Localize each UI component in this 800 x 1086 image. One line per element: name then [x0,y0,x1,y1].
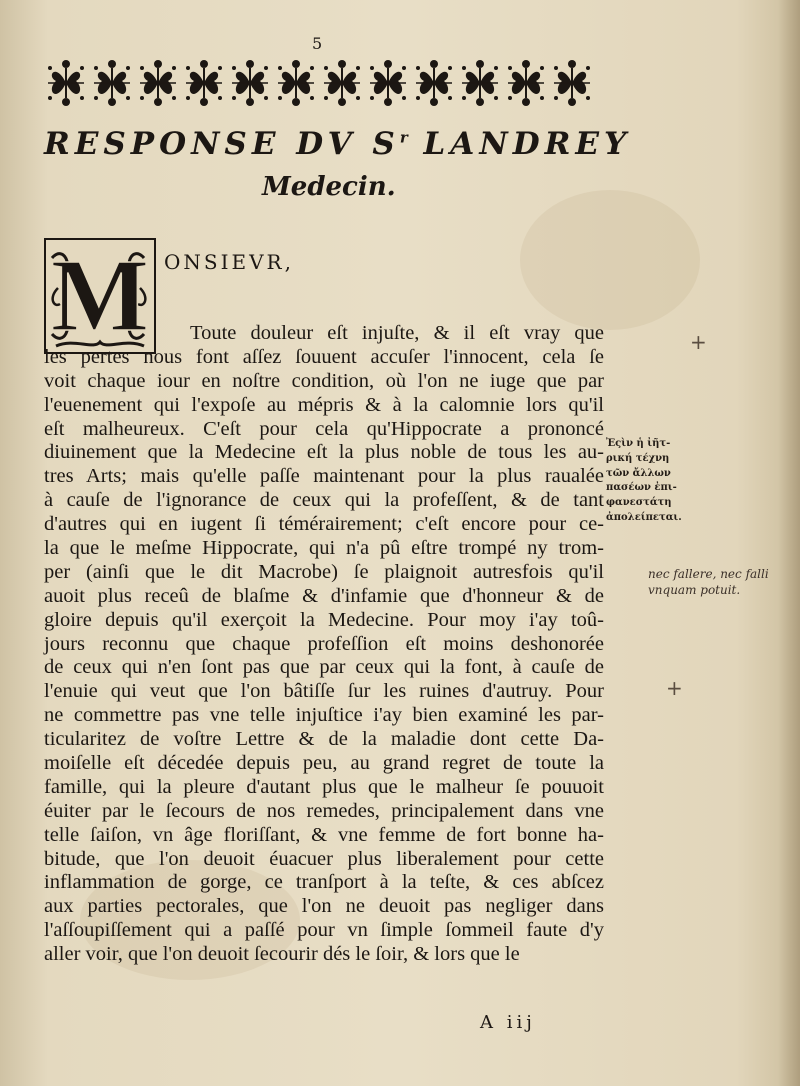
page-title: RESPONSE DV $S^r$ LANDREY [44,126,632,162]
text-line: d'autres qui en iugent ſi témérairement; c'eſt encore pour ce- [44,513,604,536]
text-line: inflammation de gorge, ce tranſport à la teſte, & ces abſcez [44,871,604,894]
text-line: nec fallere, nec falli [648,567,769,581]
text-line: à cauſe de l'ignorance de ceux qui la profeſſent, & de tant [44,489,604,512]
text-line: vnquam potuit. [648,583,741,597]
page-edge-shadow [778,0,800,1086]
text-line: per (ainſi que le dit Macrobe) ſe plaignoit autresfois qu'il [44,560,604,583]
margin-cross-mark: + [690,330,707,354]
text-line: Toute douleur eſt injuſte, & il eſt vray que [190,322,604,344]
text-line: éuiter par le ſecours de nos remedes, principalement dans vne [44,799,604,822]
text-line: de ceux qui n'en ſont pas que par ceux qui la font, à cauſe de [44,656,604,679]
handwritten-margin-note [648,566,769,598]
text-line: les pertes nous font aſſez ſouuent accuſer l'innocent, cela ſe [44,345,604,368]
text-line: l'euenement qui l'expoſe au mépris & à la calomnie lors qu'il [44,393,604,416]
text-line: ἀπολείπεται. [606,511,682,523]
text-line: φανεστάτη [606,497,672,509]
text-line: famille, qui la pleure d'autant plus que le malheur ſe pouuoit [44,775,604,798]
text-line: jours reconnu que chaque profeſſion eſt moins deshonorée [44,632,604,655]
dropcap-letter: M [50,238,150,353]
text-line: l'aſſoupiſſement qui a paſſé pour vn ſimple ſommeil faute d'y [44,919,604,942]
text-line: gloire depuis qu'il exerçoit la Medecine. Pour moy i'ay toû- [44,608,604,631]
page-subtitle: Medecin. [262,172,396,202]
greek-margin-note [606,437,686,526]
signature-mark: A iij [480,1012,536,1033]
paper-stain [520,190,700,330]
text-line: ne commettre pas vne telle injuſtice i'ay bien examiné les par- [44,704,604,727]
text-line: voit chaque iour en noſtre condition, où l'on ne iuge que par [44,369,604,392]
text-line: ticularitez de voſtre Lettre & de la maladie dont cette Da- [44,728,604,751]
text-line: telle ſaiſon, vn âge floriſſant, & vne femme de fort bonne ha- [44,823,604,846]
margin-cross-mark: + [666,676,683,700]
text-line: tres Arts; mais qu'elle paſſe maintenant pour la plus raualée [44,465,604,488]
text-line: aux parties pectorales, que l'on ne deuoit pas negliger dans [44,895,604,918]
body-text [44,322,604,967]
text-line: eſt malheureux. C'eſt pour cela qu'Hippocrate a prononcé [44,417,604,440]
text-line: la que le meſme Hippocrate, qui n'a pû eſtre trompé ny trom- [44,537,604,560]
text-line: aller voir, que l'on deuoit ſecourir dés le ſoir, & lors que le [44,943,520,966]
text-line: τῶν ἄλλων [606,467,671,479]
text-line: πασέων ἐπι- [606,482,677,494]
salutation: ONSIEVR, [164,250,294,274]
text-line: auoit plus receû de blaſme & d'infamie que d'honneur & de [44,584,604,607]
ornament-band [42,54,594,112]
page-number: 5 [312,34,323,53]
text-line: diuinement que la Medecine eſt la plus noble de tous les au- [44,441,604,464]
text-line: moiſelle eſt décedée depuis peu, au grand regret de toute la [44,752,604,775]
text-line: bitude, que l'on deuoit éuacuer plus liberalement pour cette [44,847,604,870]
text-line: Ἐςὶν ἡ ἰῆτ- [606,438,671,449]
text-line: ρική τέχνη [606,452,670,464]
text-line: l'enuie qui veut que l'on bâtiſſe ſur les ruines d'autruy. Pour [44,680,604,703]
